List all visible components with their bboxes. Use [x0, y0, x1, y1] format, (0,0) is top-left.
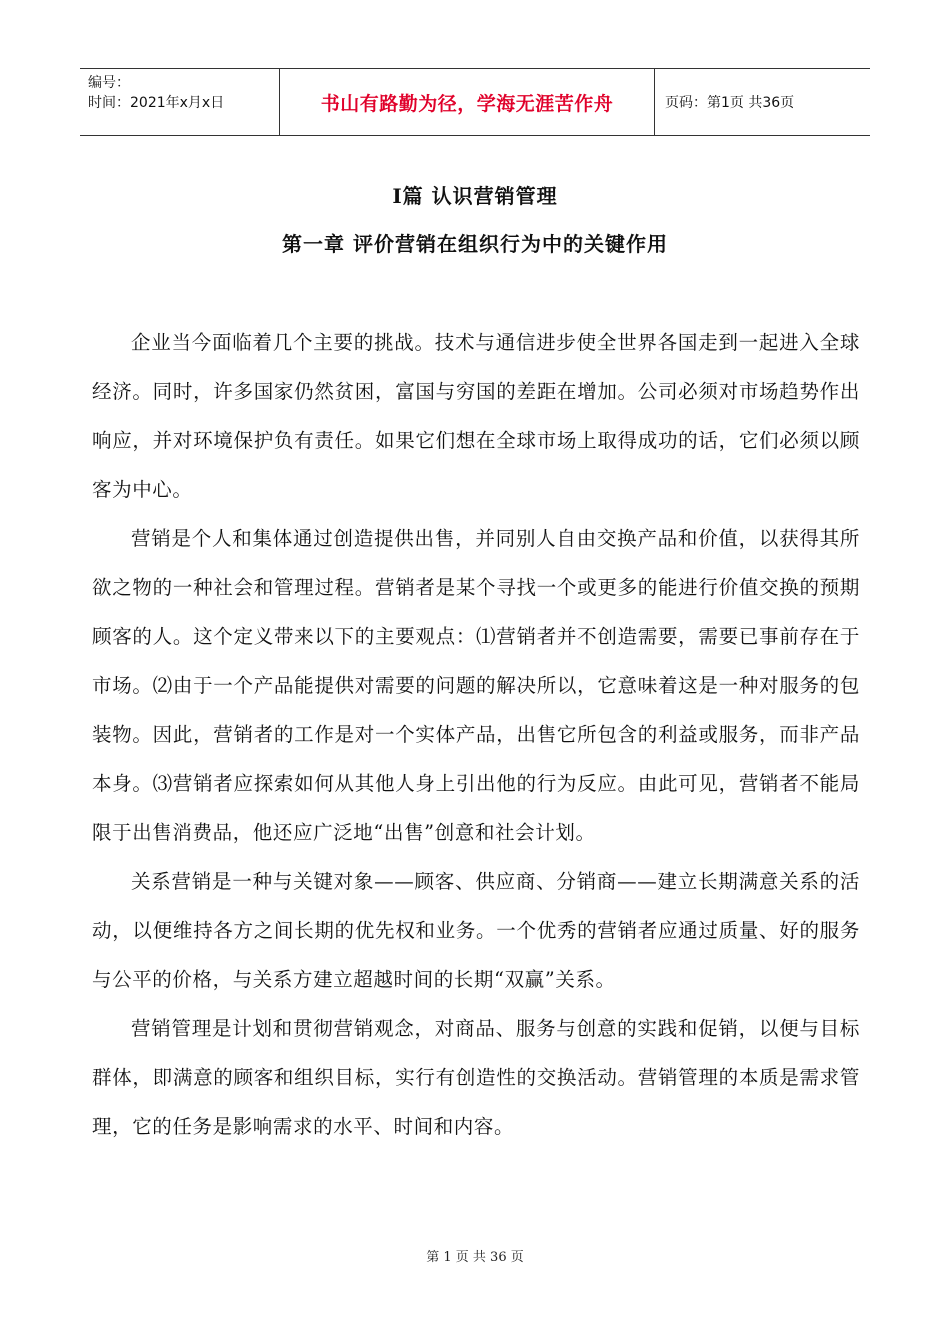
body-paragraph: 营销是个人和集体通过创造提供出售，并同别人自由交换产品和价值，以获得其所欲之物的一种社会和管理过程。营销者是某个寻找一个或更多的能进行价值交换的预期顾客的人。这个定义带来以下的主要观点：⑴营销者并不创造需要，需要已事前存在于市场。⑵由于一个产品能提供对需要的问题的解决所以，它意味着这是一种对服务的包装物。因此，营销者的工作是对一个实体产品，出售它所包含的利益或服务，而非产品本身。⑶营销者应探索如何从其他人身上引出他的行为反应。由此可见，营销者不能局限于出售消费品，他还应广泛地“出售”创意和社会计划。 [92, 527, 860, 844]
page-footer: 第 1 页 共 36 页 [426, 1250, 524, 1265]
header-page-info: 页码：第1页 共36页 [665, 95, 795, 111]
part-title: I篇 认识营销管理 [392, 184, 558, 208]
header-motto: 书山有路勤为径，学海无涯苦作舟 [320, 92, 614, 115]
body-paragraph: 营销管理是计划和贯彻营销观念，对商品、服务与创意的实践和促销，以便与目标群体，即满意的顾客和组织目标，实行有创造性的交换活动。营销管理的本质是需求管理，它的任务是影响需求的水平、时间和内容。 [92, 1017, 860, 1138]
header-time-label: 时间：2021年x月x日 [88, 95, 225, 111]
body-paragraph: 关系营销是一种与关键对象——顾客、供应商、分销商——建立长期满意关系的活动，以便维持各方之间长期的优先权和业务。一个优秀的营销者应通过质量、好的服务与公平的价格，与关系方建立超越时间的长期“双赢”关系。 [92, 870, 860, 991]
header-motto-cell [280, 69, 655, 135]
body-paragraph: 企业当今面临着几个主要的挑战。技术与通信进步使全世界各国走到一起进入全球经济。同时，许多国家仍然贫困，富国与穷国的差距在增加。公司必须对市场趋势作出响应，并对环境保护负有责任。如果它们想在全球市场上取得成功的话，它们必须以顾客为中心。 [92, 331, 860, 501]
header-number-label: 编号： [88, 75, 130, 91]
document-header [80, 68, 870, 136]
document-body [92, 318, 860, 1151]
chapter-title: 第一章 评价营销在组织行为中的关键作用 [282, 232, 668, 256]
header-page-cell [655, 69, 870, 135]
header-meta-cell [80, 69, 280, 135]
